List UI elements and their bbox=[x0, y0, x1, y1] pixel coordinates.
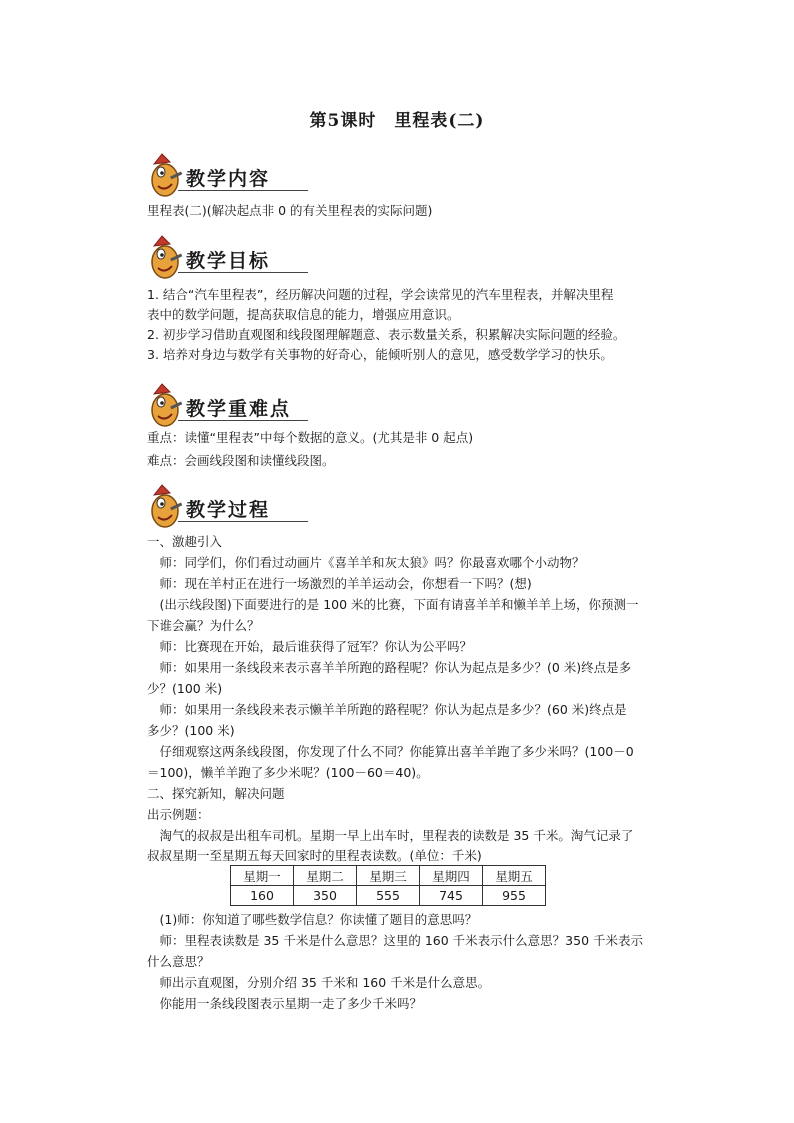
table-header-cell: 星期四 bbox=[420, 866, 483, 886]
text-line: 1. 结合“汽车里程表”，经历解决问题的过程，学会读常见的汽车里程表，并解决里程 bbox=[147, 287, 614, 302]
text-line: ＝100)，懒羊羊跑了多少米呢？(100－60＝40)。 bbox=[147, 765, 429, 780]
heading-underline bbox=[178, 420, 308, 421]
table-cell: 555 bbox=[357, 886, 420, 906]
text-line: 叔叔星期一至星期五每天回家时的里程表读数。(单位：千米) bbox=[147, 848, 482, 863]
text-line: 少？(100 米) bbox=[147, 681, 223, 696]
text-line: 你能用一条线段图表示星期一走了多少千米吗？ bbox=[147, 996, 423, 1011]
section-heading: 教学内容 bbox=[186, 168, 271, 190]
section-header-key-points bbox=[148, 380, 448, 430]
text-line: 师：现在羊村正在进行一场激烈的羊羊运动会，你想看一下吗？(想) bbox=[147, 576, 532, 591]
text-line: 多少？(100 米) bbox=[147, 723, 235, 738]
table-cell: 160 bbox=[231, 886, 294, 906]
table-header-cell: 星期三 bbox=[357, 866, 420, 886]
text-line: 仔细观察这两条线段图，你发现了什么不同？你能算出喜羊羊跑了多少米吗？(100－0 bbox=[147, 744, 634, 759]
text-line: 重点：读懂“里程表”中每个数据的意义。(尤其是非 0 起点) bbox=[147, 430, 474, 445]
odometer-table bbox=[230, 865, 546, 906]
table-header-cell: 星期一 bbox=[231, 866, 294, 886]
table-header-cell: 星期二 bbox=[294, 866, 357, 886]
text-line: 师：里程表读数是 35 千米是什么意思？这里的 160 千米表示什么意思？350 千米表示 bbox=[147, 933, 643, 948]
text-line: 表中的数学问题，提高获取信息的能力，增强应用意识。 bbox=[147, 307, 460, 322]
table-cell: 955 bbox=[483, 886, 546, 906]
table-cell: 745 bbox=[420, 886, 483, 906]
text-line: 出示例题： bbox=[147, 807, 210, 822]
text-line: 师：比赛现在开始，最后谁获得了冠军？你认为公平吗？ bbox=[147, 639, 473, 654]
text-line: (出示线段图)下面要进行的是 100 米的比赛，下面有请喜羊羊和懒羊羊上场，你预测一 bbox=[147, 597, 639, 612]
text-line: 二、探究新知，解决问题 bbox=[147, 786, 285, 801]
text-line: (1)师：你知道了哪些数学信息？你读懂了题目的意思吗？ bbox=[147, 912, 478, 927]
page-title: 第5课时 里程表(二) bbox=[309, 111, 485, 131]
text-line: 一、激趣引入 bbox=[147, 534, 223, 549]
text-line: 难点：会画线段图和读懂线段图。 bbox=[147, 453, 335, 468]
text-line: 里程表(二)(解决起点非 0 的有关里程表的实际问题) bbox=[147, 203, 433, 218]
heading-underline bbox=[178, 272, 308, 273]
table-header-cell: 星期五 bbox=[483, 866, 546, 886]
section-heading: 教学重难点 bbox=[186, 398, 292, 420]
text-line: 师：同学们，你们看过动画片《喜羊羊和灰太狼》吗？你最喜欢哪个小动物？ bbox=[147, 555, 585, 570]
section-header-process bbox=[148, 481, 448, 531]
table-row bbox=[231, 886, 546, 906]
text-line: 师出示直观图，分别介绍 35 千米和 160 千米是什么意思。 bbox=[147, 975, 491, 990]
text-line: 淘气的叔叔是出租车司机。星期一早上出车时，里程表的读数是 35 千米。淘气记录了 bbox=[147, 828, 634, 843]
text-line: 师：如果用一条线段来表示喜羊羊所跑的路程呢？你认为起点是多少？(0 米)终点是多 bbox=[147, 660, 632, 675]
heading-underline bbox=[178, 190, 308, 191]
text-line: 什么意思？ bbox=[147, 954, 210, 969]
section-heading: 教学过程 bbox=[186, 499, 271, 521]
text-line: 下谁会赢？为什么？ bbox=[147, 618, 260, 633]
table-header-row bbox=[231, 866, 546, 886]
section-header-content bbox=[148, 150, 448, 200]
text-line: 2. 初步学习借助直观图和线段图理解题意、表示数量关系，积累解决实际问题的经验。 bbox=[147, 327, 626, 342]
table-cell: 350 bbox=[294, 886, 357, 906]
text-line: 师：如果用一条线段来表示懒羊羊所跑的路程呢？你认为起点是多少？(60 米)终点是 bbox=[147, 702, 627, 717]
text-line: 3. 培养对身边与数学有关事物的好奇心，能倾听别人的意见，感受数学学习的快乐。 bbox=[147, 347, 613, 362]
section-heading: 教学目标 bbox=[186, 250, 271, 272]
section-header-goals bbox=[148, 232, 448, 282]
heading-underline bbox=[178, 521, 308, 522]
